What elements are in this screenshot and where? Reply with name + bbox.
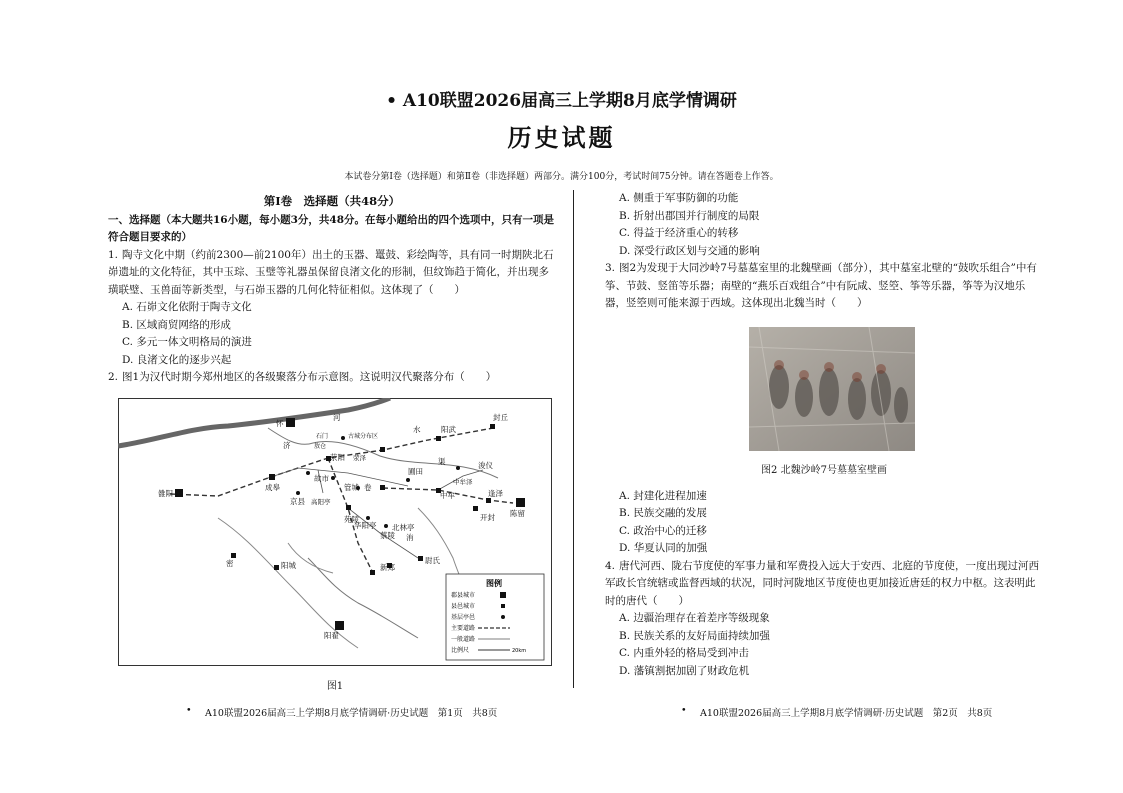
label-chenggao: 成皋 (265, 483, 280, 492)
right-column-lower (605, 462, 1043, 680)
label-juan: 卷 (364, 483, 372, 492)
svg-text:20km: 20km (512, 648, 527, 654)
q1-option-d: D. 良渚文化的逐步兴起 (122, 353, 232, 366)
right-column (605, 190, 1043, 313)
q3-option-c: C. 政治中心的迁移 (619, 524, 707, 537)
question-4 (605, 558, 1043, 611)
label-fengze: 逢泽 (488, 489, 503, 498)
q1-option-b: B. 区域商贸网络的形成 (122, 318, 231, 331)
label-beilinting: 北林亭 (392, 523, 415, 532)
footer-right: A10联盟2026届高三上学期8月底学情调研·历史试题 第2页 共8页 (700, 708, 993, 719)
map-legend (446, 574, 544, 660)
q1-option-c: C. 多元一体文明格局的演进 (122, 336, 252, 348)
left-column (108, 193, 556, 387)
section-instructions: 一、选择题（本大题共16小题，每小题3分，共48分。在每小题给出的四个选项中，只有一项是符合题目要求的） (108, 213, 555, 243)
label-aocang: 敖仓 (314, 443, 327, 450)
svg-text:一般道路: 一般道路 (451, 636, 476, 643)
label-zhongmou: 中牟 (440, 491, 455, 500)
q2-option-a: A. 侧重于军事防御的功能 (619, 192, 739, 204)
q2-option-b: B. 折射出郡国并行制度的局限 (619, 209, 760, 222)
label-xingyang: 荥阳 (330, 453, 345, 462)
label-junyi: 浚仪 (478, 461, 493, 470)
label-yangzhai: 阳翟 (324, 631, 339, 640)
label-jingxian: 京县 (290, 497, 305, 506)
question-3 (605, 260, 1043, 313)
label-putian: 圃田 (408, 467, 423, 476)
label-qu: 渠 (438, 457, 446, 466)
settlement-map (118, 398, 552, 666)
question-1 (108, 247, 556, 300)
footer-dot-left: • (186, 705, 192, 716)
label-huai: 怀 (276, 419, 284, 428)
label-kaifeng: 开封 (480, 513, 495, 522)
label-mi: 密 (226, 559, 234, 568)
q3-option-b: B. 民族交融的发展 (619, 507, 707, 519)
question-2-stem: 图1为汉代时期今郑州地区的各级聚落分布示意图。这说明汉代聚落分布（ ） (122, 371, 497, 383)
q2-option-c: C. 得益于经济重心的转移 (619, 227, 739, 239)
city-chenliu (516, 498, 525, 507)
footer-dot-right: • (681, 705, 687, 716)
q2-option-d: D. 深受行政区划与交通的影响 (619, 244, 760, 257)
svg-text:县邑城市: 县邑城市 (451, 603, 476, 610)
q4-option-a: A. 边疆治理存在着差序等级现象 (619, 612, 770, 624)
label-chenliu: 陈留 (510, 509, 525, 518)
question-4-stem: 唐代河西、陇右节度使的军事力量和军费投入远大于安西、北庭的节度使，一度出现过河西军政长官统辖或监督西域的状况，同时河陇地区节度使也更加接近唐廷的权力中枢。这表明此时的唐代（ ） (605, 559, 1040, 607)
label-weishi: 尉氏 (425, 556, 440, 565)
label-cailing: 蔡陵 (380, 531, 395, 540)
footer-left: A10联盟2026届高三上学期8月底学情调研·历史试题 第1页 共8页 (205, 708, 498, 719)
exam-subject-title: 历史试题 (507, 123, 616, 152)
label-xingze: 荥泽 (353, 454, 366, 462)
exam-intro: 本试卷分第Ⅰ卷（选择题）和第Ⅱ卷（非选择题）两部分。满分100分，考试时间75分钟。请在答题卷上作答。 (344, 172, 779, 182)
q3-option-a: A. 封建化进程加速 (619, 489, 707, 502)
figure-2-caption: 图2 北魏沙岭7号墓墓室壁画 (761, 465, 887, 476)
question-1-number: 1. (108, 248, 119, 261)
figure-1-caption: 图1 (326, 681, 344, 692)
label-yangcheng: 阳城 (281, 561, 296, 570)
q3-option-d: D. 华夏认同的加强 (619, 542, 708, 554)
section-title: 第Ⅰ卷 选择题（共48分） (263, 194, 401, 208)
label-shui: 水 (413, 425, 421, 434)
q1-option-a: A. 石峁文化依附于陶寺文化 (122, 301, 252, 313)
svg-text:比例尺: 比例尺 (451, 647, 470, 654)
question-3-number: 3. (605, 262, 616, 274)
city-yangzhai (335, 621, 344, 630)
city-huai (286, 418, 295, 427)
label-he: 河 (333, 413, 341, 422)
label-gucheng: 古城分布区 (348, 433, 379, 440)
label-wei: 洧 (406, 533, 414, 542)
label-huayangting: 华阳亭 (354, 521, 377, 530)
label-zhongmouze: 中牟泽 (453, 478, 473, 486)
label-ji: 济 (283, 441, 291, 450)
label-yuanling: 苑陵 (344, 515, 359, 524)
label-luoyang: 雒阳 (158, 489, 173, 498)
label-shimen: 石门 (316, 433, 329, 440)
label-guancheng: 管城 (344, 483, 359, 492)
city-luoyang (175, 489, 183, 497)
city-xinzheng-hidden (334, 612, 343, 621)
svg-text:图例: 图例 (486, 579, 502, 588)
question-3-stem: 图2为发现于大同沙岭7号墓墓室里的北魏壁画（部分），其中墓室北壁的“鼓吹乐组合”中有筝、节鼓、竖笛等乐器；南壁的“燕乐百戏组合”中有阮咸、竖箜、筝等乐器，筝等为汉地乐器，竖箜则可能来源于西域。这体现出北魏当时（ ） (605, 262, 1037, 309)
column-divider (573, 190, 574, 688)
q4-option-d: D. 藩镇割据加剧了财政危机 (619, 664, 750, 677)
svg-text:主要道路: 主要道路 (451, 625, 476, 632)
label-xinzheng: 新郑 (380, 563, 395, 572)
label-yangwu: 阳武 (441, 425, 456, 434)
q4-option-b: B. 民族关系的友好局面持续加强 (619, 629, 770, 642)
label-fengqiu: 封丘 (493, 413, 508, 422)
q4-option-c: C. 内重外轻的格局受到冲击 (619, 647, 749, 659)
question-2 (108, 369, 556, 387)
svg-text:郡县城市: 郡县城市 (451, 592, 476, 599)
mural-image (749, 327, 915, 451)
exam-header-title: • A10联盟2026届高三上学期8月底学情调研 (386, 91, 737, 111)
question-1-stem: 陶寺文化中期（约前2300—前2100年）出土的玉器、鼍鼓、彩绘陶等，具有同一时期陕北石峁遗址的文化特征，其中玉琮、玉璧等礼器虽保留良渚文化的形制，但纹饰趋于简化，并出现多璜联璧、玉兽面等新类型，与石峁玉器的几何化特征相似。这体现了（ ） (108, 248, 554, 296)
svg-text:基层亭邑: 基层亭邑 (451, 614, 476, 621)
question-4-number: 4. (605, 559, 616, 572)
question-2-number: 2. (108, 371, 119, 383)
label-gushi: 故市 (314, 474, 329, 483)
label-gaoyangting: 高阳亭 (311, 498, 331, 506)
